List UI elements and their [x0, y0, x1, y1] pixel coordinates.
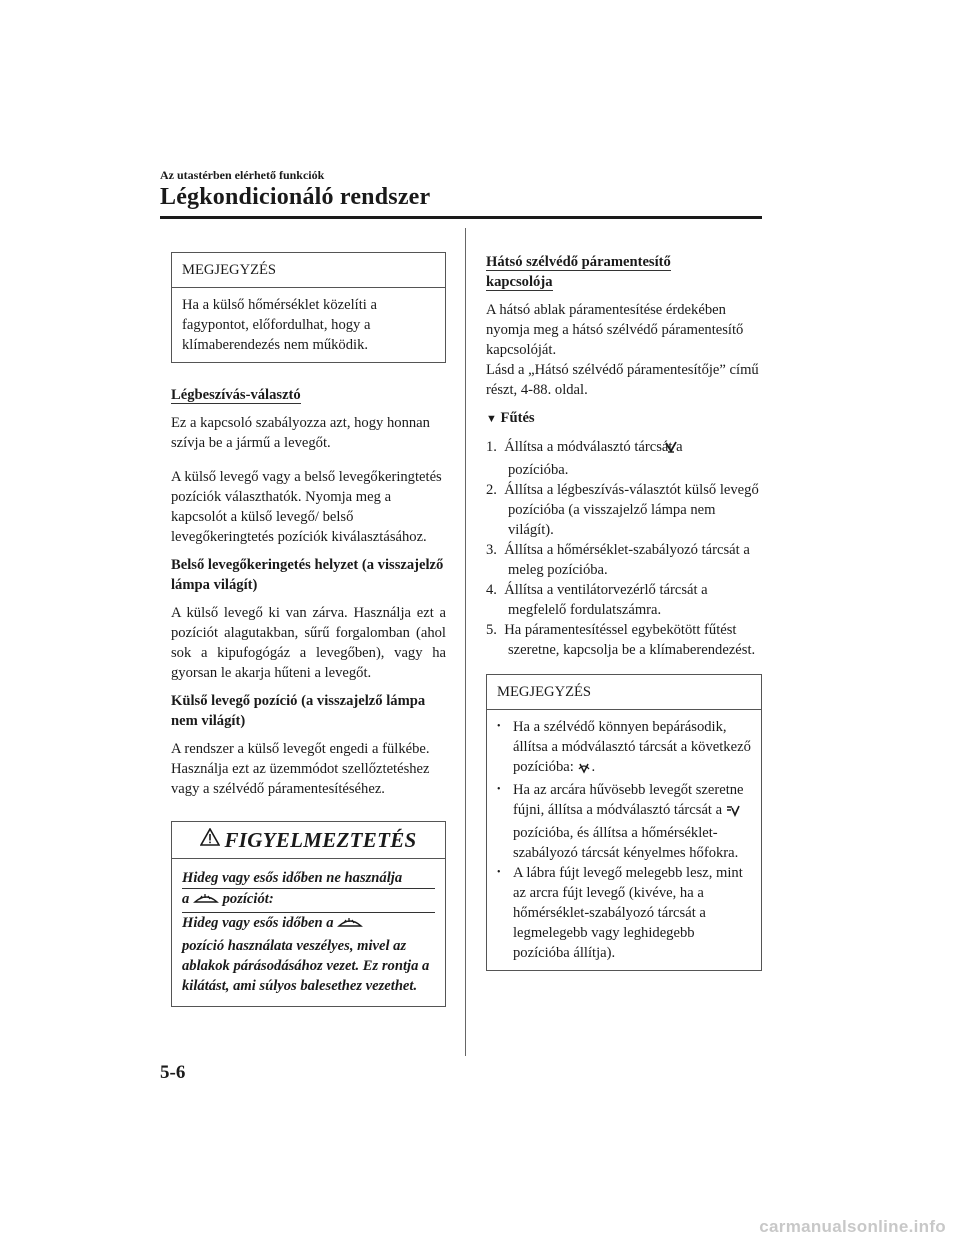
- intake-paragraph-2: A külső levegő vagy a belső levegőkeringtetés pozíciók választhatók. Nyomja meg a kapcsolót a külső levegő/ belső levegőkeringtetés pozíciók kiválasztásához.: [171, 469, 442, 545]
- list-item: • Ha a szélvédő könnyen bepárásodik, állítsa a módválasztó tárcsát a következő pozícióba: .: [497, 717, 751, 780]
- intake-heading: Légbeszívás-választó: [171, 387, 301, 403]
- warning-box: [171, 821, 446, 1007]
- defog-paragraph-1: A hátsó ablak páramentesítése érdekében nyomja meg a hátsó szélvédő páramentesítő kapcsolóját.: [486, 302, 744, 358]
- list-item: 1. Állítsa a módválasztó tárcsát a pozícióba.: [486, 439, 683, 478]
- defog-heading: Hátsó szélvédő páramentesítő kapcsolója: [486, 254, 671, 290]
- outside-air-text: A rendszer a külső levegőt engedi a fülkébe. Használja ezt az üzemmódot szellőztetéshez vagy a szélvédő páramentesítéséhez.: [171, 741, 430, 797]
- heating-heading: ▼ Fűtés: [486, 410, 535, 426]
- warning-rest: pozíció használata veszélyes, mivel az ablakok párásodásához vezet. Ez rontja a kilátást, ami súlyos balesethez vezethet.: [182, 938, 430, 994]
- warning-title: FIGYELMEZTETÉS: [224, 828, 417, 852]
- outside-air-heading: Külső levegő pozíció (a visszajelző lámpa nem világít): [171, 693, 426, 729]
- defrost-windshield-icon-2: [337, 914, 363, 936]
- defog-paragraph-2: Lásd a „Hátsó szélvédő páramentesítője” című részt, 4-88. oldal.: [486, 362, 759, 398]
- watermark: carmanualsonline.info: [759, 1217, 946, 1236]
- list-item: 2. Állítsa a légbeszívás-választót külső levegő pozícióba (a visszajelző lámpa nem világít).: [486, 482, 759, 538]
- list-item: • A lábra fújt levegő melegebb lesz, mint az arcra fújt levegő (kivéve, ha a hőmérséklet-szabályozó tárcsát a legmelegebb vagy leghidegebb pozícióba állítja).: [497, 863, 751, 963]
- recirc-text: A külső levegő ki van zárva. Használja ezt a pozíciót alagutakban, sűrű forgalomban (ahol sok a kipufogógáz a levegőben), vagy ha gyorsan le akarja hűteni a levegőt.: [171, 605, 446, 681]
- recirc-heading: Belső levegőkeringetés helyzet (a visszajelző lámpa világít): [171, 557, 444, 593]
- note-bullets: [497, 717, 751, 963]
- list-item: 5. Ha páramentesítéssel egybekötött fűtést szeretne, kapcsolja be a klímaberendezést.: [486, 622, 756, 658]
- warning-triangle-icon: [200, 828, 220, 852]
- floor-defrost-icon: [577, 760, 591, 780]
- list-item: 4. Állítsa a ventilátorvezérlő tárcsát a megfelelő fordulatszámra.: [486, 582, 708, 618]
- title-rule: [160, 216, 762, 219]
- right-column: [486, 252, 762, 971]
- list-item: • Ha az arcára hűvösebb levegőt szeretne fújni, állítsa a módválasztó tárcsát a pozícióba, és állítsa a hőmérséklet-szabályozó tárcsát kényelmes hőfokra.: [497, 780, 751, 863]
- note-label: MEGJEGYZÉS: [487, 675, 761, 710]
- heating-steps: [486, 437, 762, 660]
- note-box-heating: [486, 674, 762, 971]
- bi-level-vent-icon: [726, 803, 740, 823]
- warning-header: [172, 822, 445, 859]
- list-item: 3. Állítsa a hőmérséklet-szabályozó tárcsát a meleg pozícióba.: [486, 542, 750, 578]
- warning-line-3: Hideg vagy esős időben a: [182, 913, 435, 936]
- triangle-marker-icon: ▼: [486, 413, 497, 425]
- defrost-windshield-icon: [193, 890, 219, 912]
- note-label: MEGJEGYZÉS: [172, 253, 445, 288]
- warning-line-2: a pozíciót:: [182, 889, 435, 913]
- warning-body: [172, 859, 445, 1006]
- warning-line-1: Hideg vagy esős időben ne használja: [182, 868, 435, 889]
- section-kicker: Az utastérben elérhető funkciók: [160, 168, 325, 182]
- page-title: Légkondicionáló rendszer: [160, 184, 431, 210]
- note-box-frost: [171, 252, 446, 363]
- intake-paragraph-1: Ez a kapcsoló szabályozza azt, hogy honnan szívja be a jármű a levegőt.: [171, 415, 430, 451]
- page-number: 5-6: [160, 1062, 186, 1083]
- left-column: [171, 252, 446, 1007]
- note-text: Ha a külső hőmérséklet közelíti a fagypontot, előfordulhat, hogy a klímaberendezés nem működik.: [182, 297, 377, 353]
- column-divider: [465, 228, 466, 1056]
